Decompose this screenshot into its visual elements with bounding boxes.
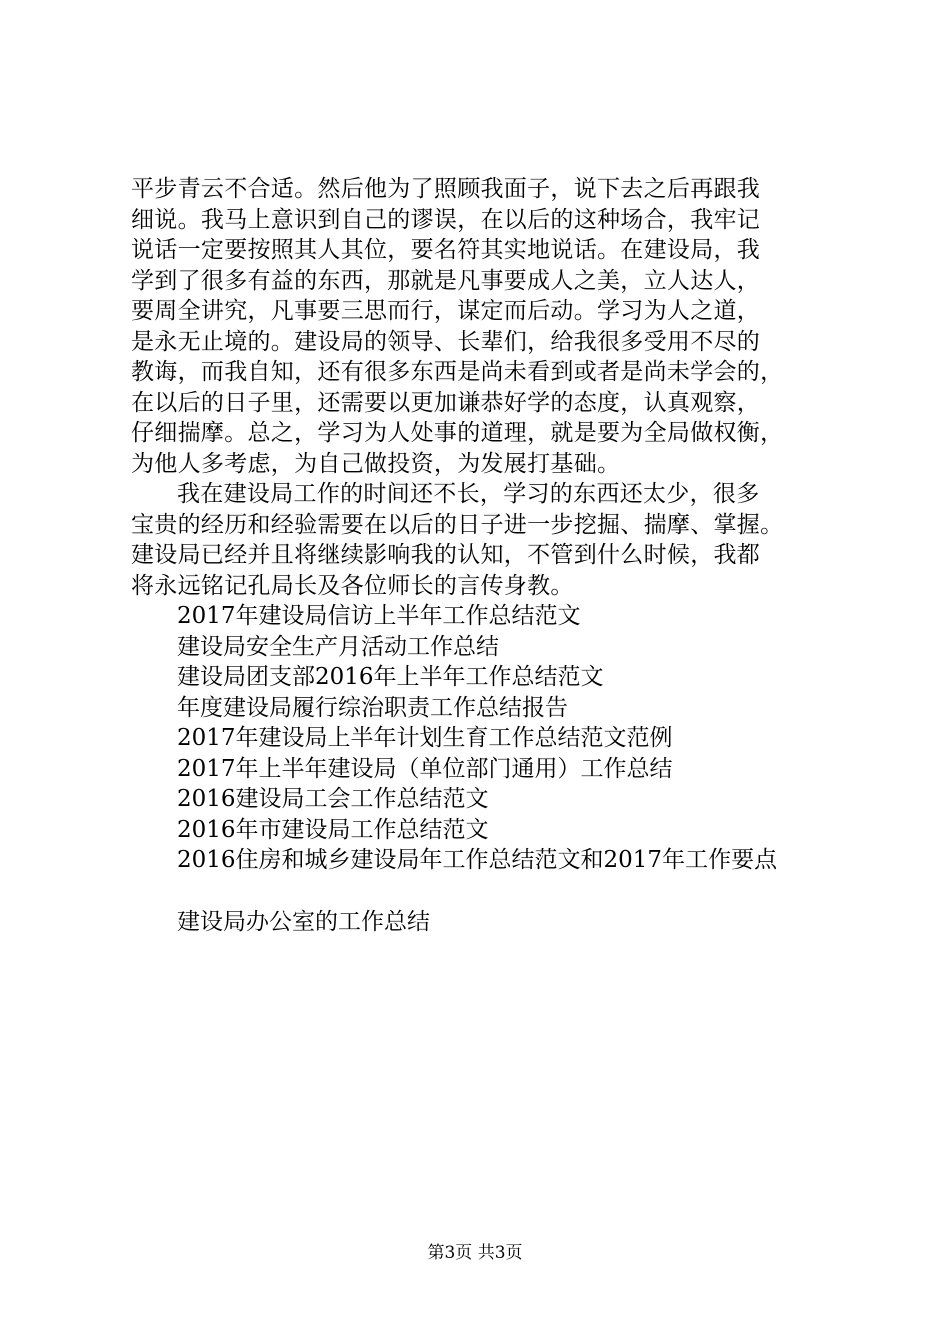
paragraph-line: 将永远铭记孔局长及各位师长的言传身教。 — [131, 572, 574, 599]
document-body — [131, 174, 841, 937]
paragraph-line: 学到了很多有益的东西，那就是凡事要成人之美，立人达人， — [131, 267, 761, 294]
paragraph-line: 是永无止境的。建设局的领导、长辈们，给我很多受用不尽的 — [131, 328, 761, 355]
related-link[interactable]: 2016住房和城乡建设局年工作总结范文和2017年工作要点 — [177, 847, 778, 873]
paragraph-2 — [131, 479, 841, 601]
related-links-list — [131, 601, 841, 937]
paragraph-1 — [131, 174, 841, 479]
related-link[interactable]: 建设局团支部2016年上半年工作总结范文 — [177, 664, 604, 690]
related-link[interactable]: 2017年建设局上半年计划生育工作总结范文范例 — [177, 725, 673, 751]
related-link[interactable]: 2017年建设局信访上半年工作总结范文 — [177, 603, 581, 629]
paragraph-line: 在以后的日子里，还需要以更加谦恭好学的态度，认真观察， — [131, 389, 761, 416]
paragraph-line: 细说。我马上意识到自己的谬误，在以后的这种场合，我牢记 — [131, 206, 761, 233]
paragraph-line: 仔细揣摩。总之，学习为人处事的道理，就是要为全局做权衡， — [131, 420, 784, 446]
paragraph-line: 建设局已经并且将继续影响我的认知，不管到什么时候，我都 — [131, 542, 761, 568]
paragraph-line: 要周全讲究，凡事要三思而行，谋定而后动。学习为人之道， — [131, 298, 761, 324]
paragraph-line: 我在建设局工作的时间还不长，学习的东西还太少，很多 — [177, 481, 760, 507]
page-indicator: 第3页 共3页 — [427, 1243, 523, 1263]
related-link[interactable]: 2016建设局工会工作总结范文 — [177, 786, 489, 812]
spacer — [131, 876, 841, 907]
paragraph-line: 教诲，而我自知，还有很多东西是尚未看到或者是尚未学会的， — [131, 359, 784, 385]
paragraph-line: 说话一定要按照其人其位，要名符其实地说话。在建设局，我 — [131, 237, 761, 263]
paragraph-line: 为他人多考虑，为自己做投资，为发展打基础。 — [131, 450, 621, 477]
related-link[interactable]: 年度建设局履行综治职责工作总结报告 — [177, 694, 568, 721]
related-link-final[interactable]: 建设局办公室的工作总结 — [177, 908, 430, 935]
related-link[interactable]: 建设局安全生产月活动工作总结 — [177, 633, 499, 660]
related-link[interactable]: 2016年市建设局工作总结范文 — [177, 816, 489, 843]
paragraph-line: 平步青云不合适。然后他为了照顾我面子，说下去之后再跟我 — [131, 176, 761, 202]
paragraph-line: 宝贵的经历和经验需要在以后的日子进一步挖掘、揣摩、掌握。 — [131, 511, 784, 538]
related-link[interactable]: 2017年上半年建设局（单位部门通用）工作总结 — [177, 755, 673, 782]
